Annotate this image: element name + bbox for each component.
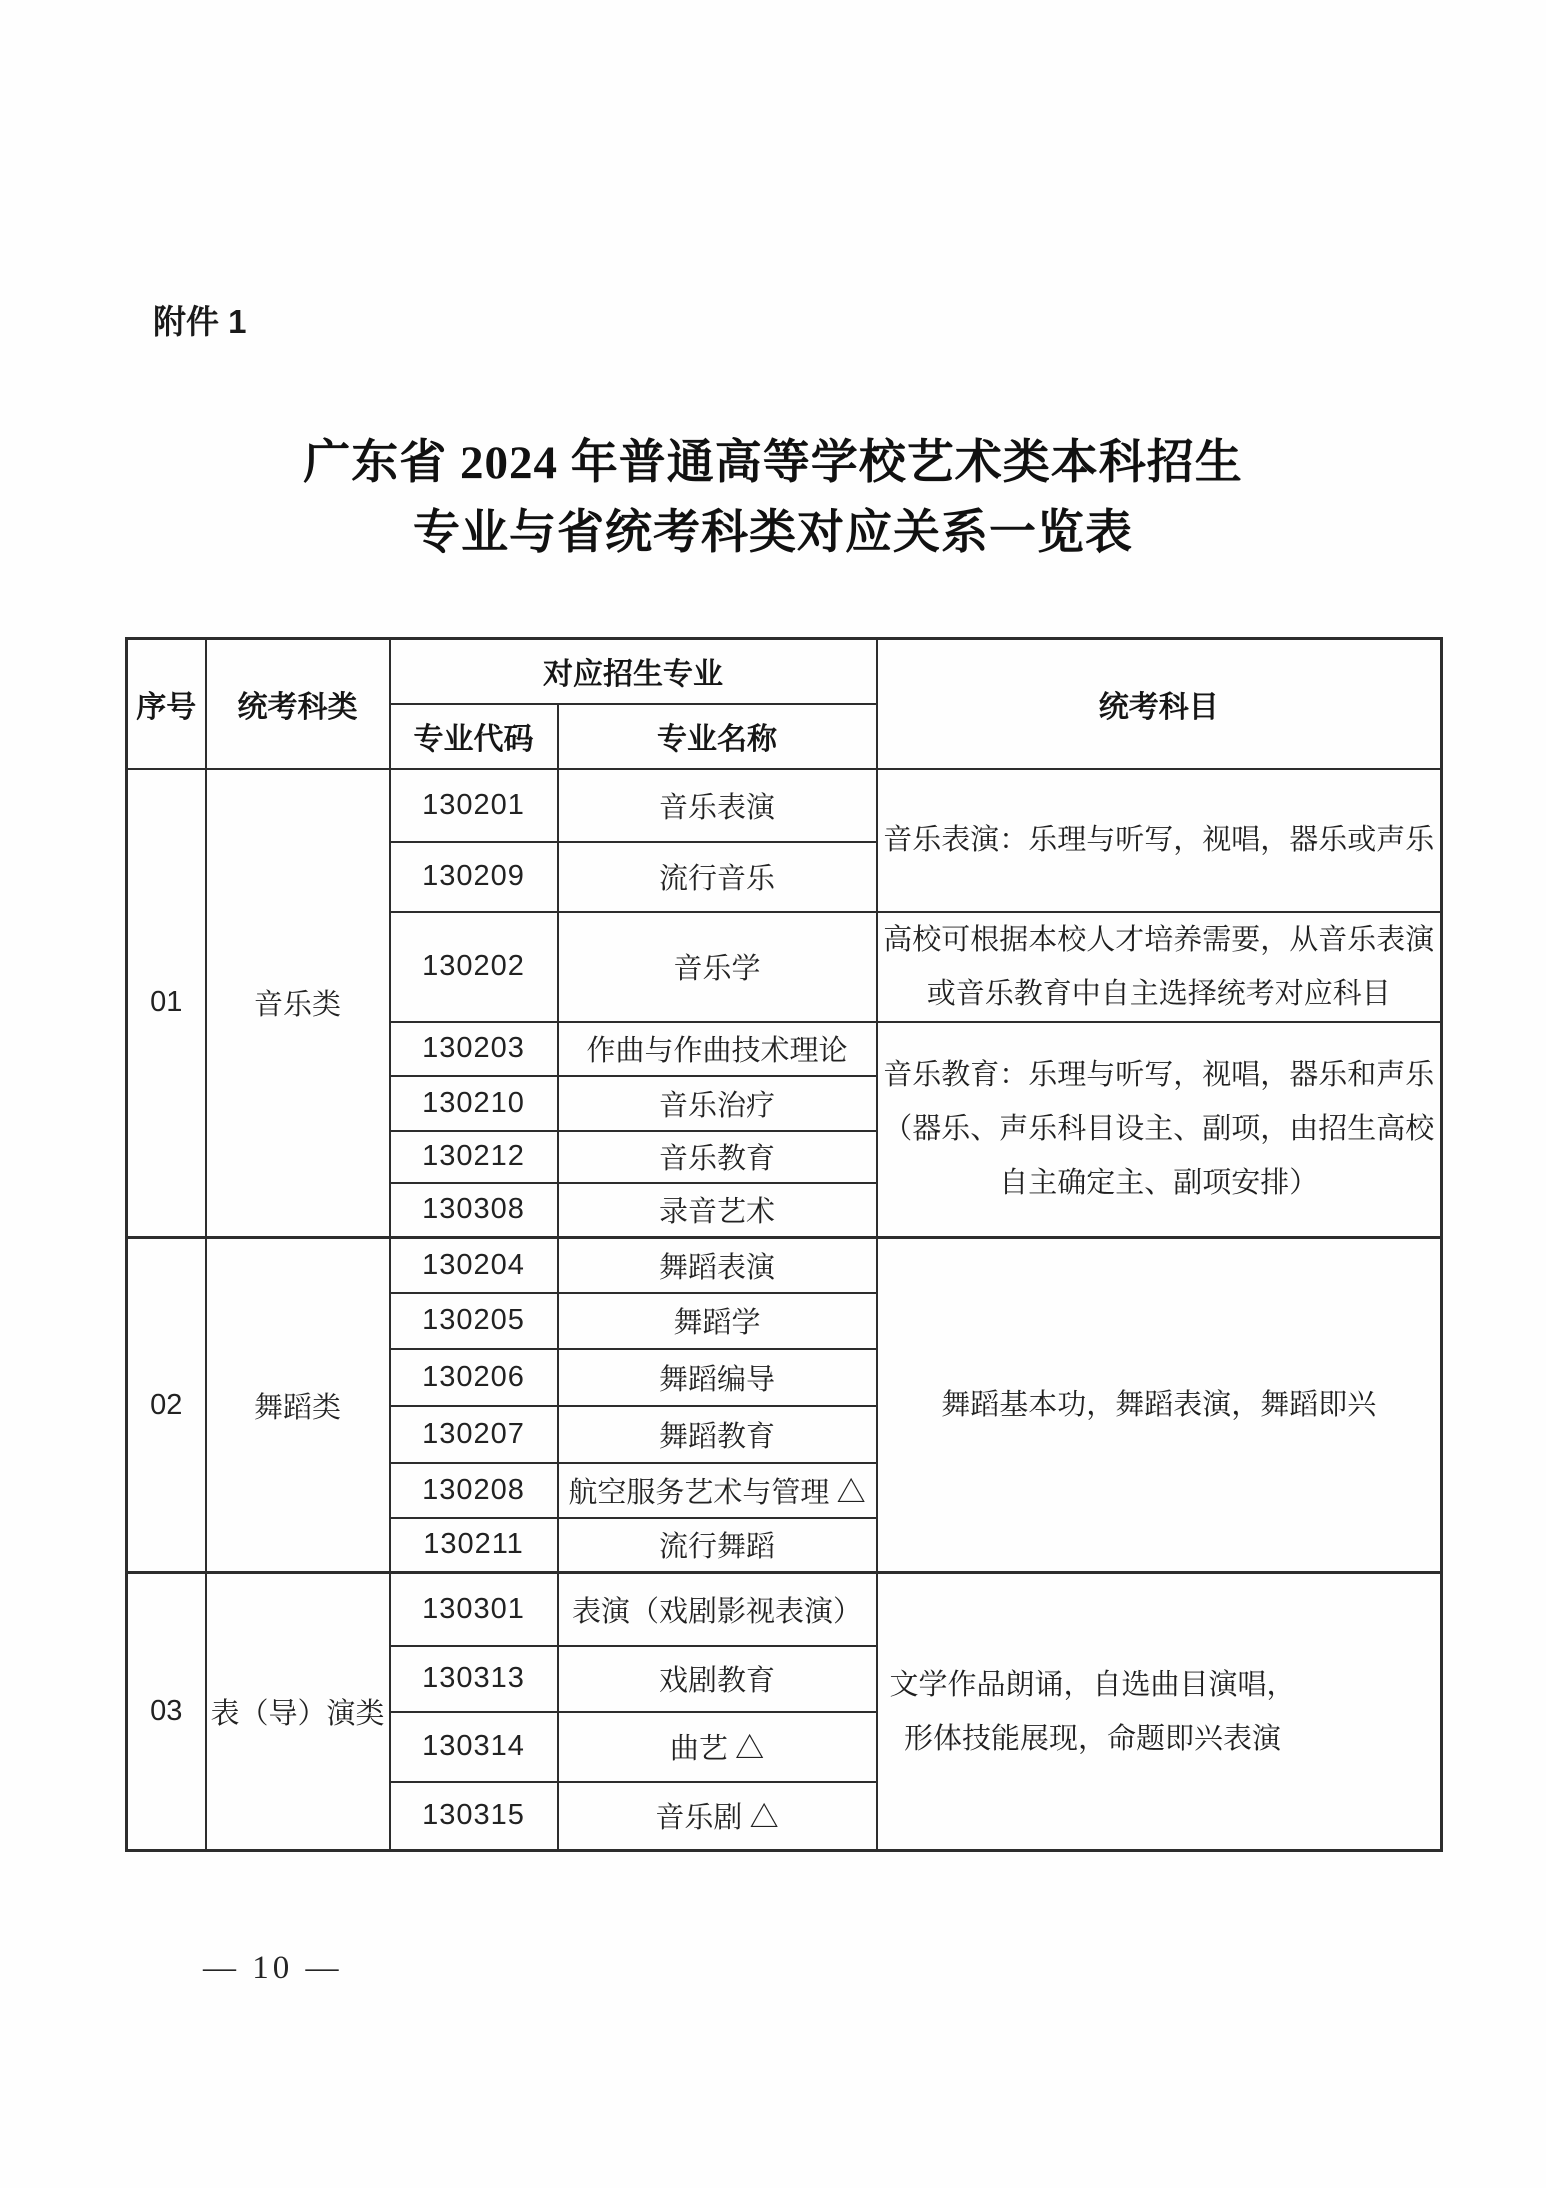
major-name-cell: 音乐学	[558, 912, 877, 1022]
table-row	[127, 1573, 1442, 1646]
subjects-text: 音乐教育：乐理与听写，视唱，器乐和声乐（器乐、声乐科目设主、副项，由招生高校自主确定主、副项安排）	[883, 1059, 1435, 1200]
group-category-01: 音乐类	[206, 769, 390, 1238]
major-code-cell: 130314	[390, 1712, 558, 1782]
major-code-cell: 130205	[390, 1293, 558, 1349]
header-index: 序号	[127, 639, 206, 769]
major-name-cell: 表演（戏剧影视表演）	[558, 1573, 877, 1646]
major-name-cell: 航空服务艺术与管理 △	[558, 1463, 877, 1518]
major-code-cell: 130208	[390, 1463, 558, 1518]
major-code-cell: 130201	[390, 769, 558, 842]
group-category-02: 舞蹈类	[206, 1238, 390, 1573]
table-row	[127, 769, 1442, 842]
major-name-cell: 舞蹈表演	[558, 1238, 877, 1293]
major-code-cell: 130211	[390, 1518, 558, 1573]
major-name-cell: 音乐教育	[558, 1131, 877, 1183]
page-number: — 10 —	[203, 1950, 343, 1986]
major-name-cell: 作曲与作曲技术理论	[558, 1022, 877, 1076]
major-name-cell: 曲艺 △	[558, 1712, 877, 1782]
header-major-name: 专业名称	[558, 704, 877, 769]
major-code-cell: 130301	[390, 1573, 558, 1646]
attachment-label: 附件 1	[153, 303, 247, 340]
major-code-cell: 130202	[390, 912, 558, 1022]
major-code-cell: 130203	[390, 1022, 558, 1076]
subjects-text: 舞蹈基本功，舞蹈表演，舞蹈即兴	[941, 1389, 1377, 1421]
major-name-cell: 音乐剧 △	[558, 1782, 877, 1851]
major-code-cell: 130207	[390, 1406, 558, 1463]
major-name-cell: 流行音乐	[558, 842, 877, 912]
subjects-cell	[877, 1238, 1442, 1573]
major-code-cell: 130210	[390, 1076, 558, 1131]
major-name-cell: 音乐表演	[558, 769, 877, 842]
subjects-cell	[877, 769, 1442, 912]
major-code-cell: 130209	[390, 842, 558, 912]
major-name-cell: 舞蹈教育	[558, 1406, 877, 1463]
header-category: 统考科类	[206, 639, 390, 769]
subjects-cell	[877, 912, 1442, 1022]
major-code-cell: 130204	[390, 1238, 558, 1293]
title-line-1: 广东省 2024 年普通高等学校艺术类本科招生	[303, 437, 1243, 489]
major-name-cell: 舞蹈编导	[558, 1349, 877, 1406]
header-subjects: 统考科目	[877, 639, 1442, 769]
header-majors-group: 对应招生专业	[390, 639, 877, 704]
group-category-03: 表（导）演类	[206, 1573, 390, 1851]
major-name-cell: 流行舞蹈	[558, 1518, 877, 1573]
major-name-cell: 戏剧教育	[558, 1646, 877, 1712]
title-line-2: 专业与省统考科类对应关系一览表	[413, 507, 1133, 559]
subjects-cell	[877, 1022, 1442, 1238]
header-major-code: 专业代码	[390, 704, 558, 769]
subjects-text: 音乐表演：乐理与听写，视唱，器乐或声乐	[883, 824, 1435, 856]
major-name-cell: 录音艺术	[558, 1183, 877, 1238]
correspondence-table	[125, 637, 1443, 1852]
major-code-cell: 130313	[390, 1646, 558, 1712]
major-code-cell: 130315	[390, 1782, 558, 1851]
group-index-01: 01	[127, 769, 206, 1238]
major-code-cell: 130212	[390, 1131, 558, 1183]
table-row	[127, 1238, 1442, 1293]
group-index-02: 02	[127, 1238, 206, 1573]
major-name-cell: 舞蹈学	[558, 1293, 877, 1349]
table-header-row-1	[127, 639, 1442, 704]
subjects-cell	[877, 1573, 1442, 1851]
subjects-text: 高校可根据本校人才培养需要，从音乐表演或音乐教育中自主选择统考对应科目	[883, 923, 1435, 1010]
group-index-03: 03	[127, 1573, 206, 1851]
major-name-cell: 音乐治疗	[558, 1076, 877, 1131]
major-code-cell: 130308	[390, 1183, 558, 1238]
major-code-cell: 130206	[390, 1349, 558, 1406]
subjects-text: 文学作品朗诵，自选曲目演唱，形体技能展现，命题即兴表演	[889, 1668, 1296, 1755]
document-title	[0, 428, 1546, 568]
